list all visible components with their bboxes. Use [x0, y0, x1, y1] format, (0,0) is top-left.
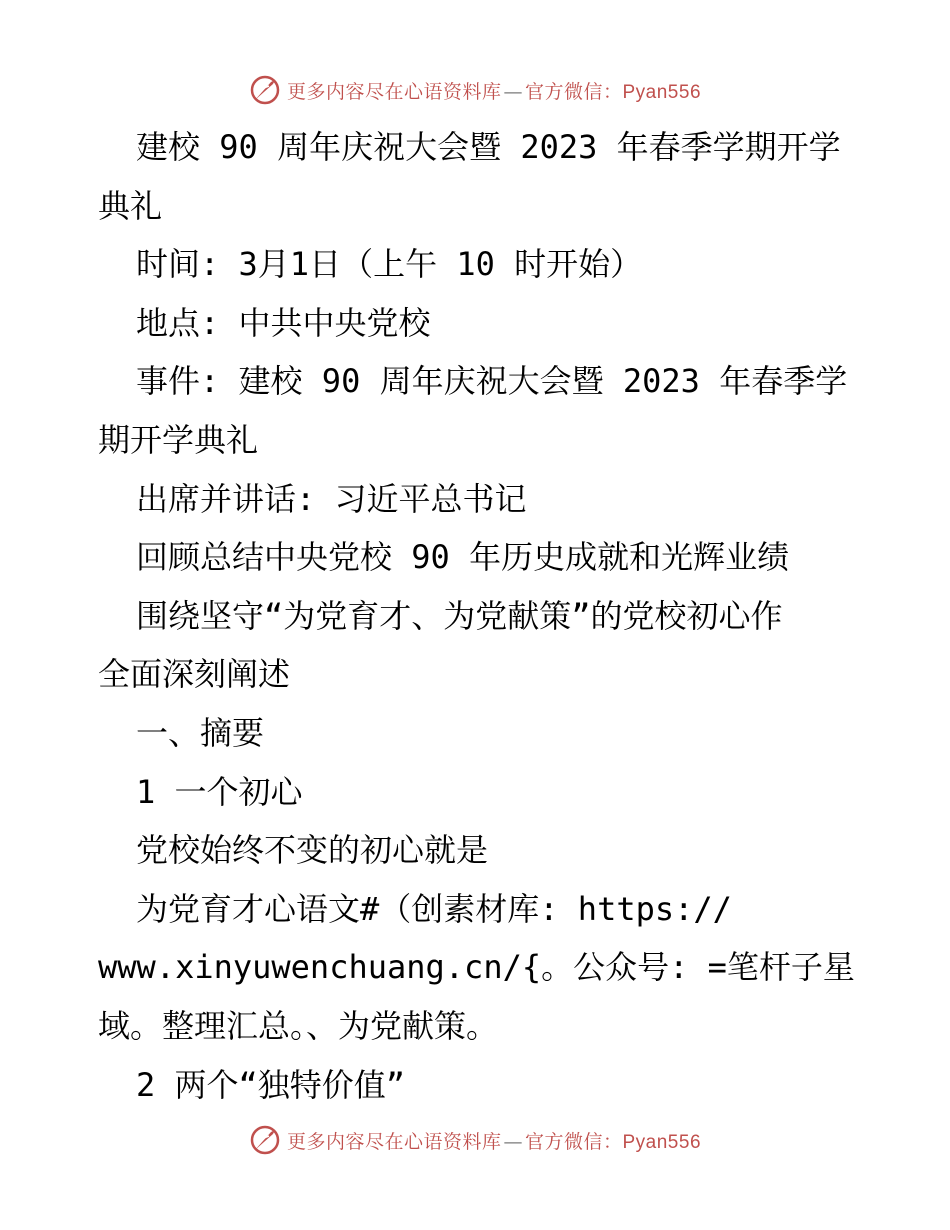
feather-pen-circle-icon — [249, 74, 281, 106]
text-paragraph — [98, 177, 858, 236]
header-watermark — [0, 70, 950, 110]
document-line: 围绕坚守“为党育才、为党献策”的党校初心作 — [136, 596, 783, 635]
watermark-text: 更多内容尽在心语资料库 — 官方微信：Pyan556 — [286, 1130, 702, 1153]
feather-pen-circle-icon — [249, 1124, 281, 1156]
text-paragraph — [98, 118, 858, 177]
document-line: 期开学典礼 — [98, 420, 259, 459]
text-paragraph — [98, 294, 858, 353]
text-paragraph — [98, 235, 858, 294]
document-line: 为党育才心语文#（创素材库: https:// — [136, 889, 732, 928]
text-paragraph — [98, 763, 858, 822]
document-line: www.xinyuwenchuang.cn/{。公众号: =笔杆子星 — [98, 948, 855, 987]
document-body — [98, 118, 858, 1114]
text-paragraph — [98, 1056, 858, 1115]
document-line: 全面深刻阐述 — [98, 655, 291, 694]
document-line: 出席并讲话: 习近平总书记 — [136, 479, 527, 518]
text-paragraph — [98, 645, 858, 704]
text-paragraph — [98, 528, 858, 587]
document-line: 建校 90 周年庆祝大会暨 2023 年春季学期开学 — [136, 128, 841, 166]
document-line: 时间: 3月1日（上午 10 时开始） — [136, 245, 643, 284]
text-paragraph — [98, 821, 858, 880]
document-line: 事件: 建校 90 周年庆祝大会暨 2023 年春季学 — [136, 362, 848, 401]
text-paragraph — [98, 470, 858, 529]
document-line: 党校始终不变的初心就是 — [136, 831, 489, 870]
document-line: 典礼 — [98, 186, 163, 225]
text-paragraph — [98, 880, 858, 939]
footer-watermark — [0, 1120, 950, 1160]
document-line: 2 两个“独特价值” — [136, 1065, 406, 1104]
document-line: 一、摘要 — [136, 713, 265, 752]
text-paragraph — [98, 411, 858, 470]
document-line: 域。整理汇总。、为党献策。 — [98, 1006, 499, 1045]
text-paragraph — [98, 704, 858, 763]
document-line: 1 一个初心 — [136, 772, 303, 811]
document-line: 地点: 中共中央党校 — [136, 303, 431, 342]
text-paragraph — [98, 997, 858, 1056]
text-paragraph — [98, 938, 858, 997]
document-line: 回顾总结中央党校 90 年历史成就和光辉业绩 — [136, 538, 790, 577]
watermark-text: 更多内容尽在心语资料库 — 官方微信：Pyan556 — [286, 80, 702, 103]
text-paragraph — [98, 587, 858, 646]
text-paragraph — [98, 352, 858, 411]
